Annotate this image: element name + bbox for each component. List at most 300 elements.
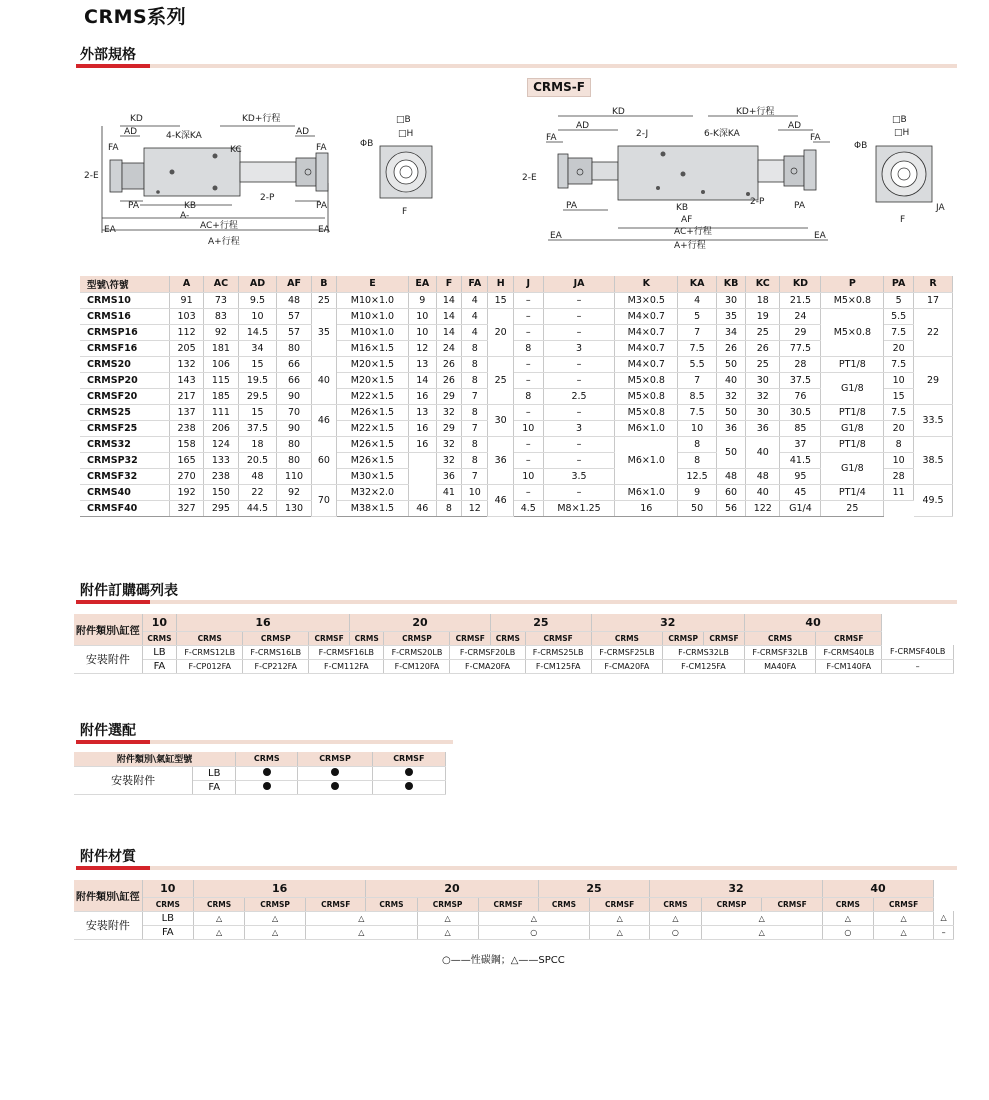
spec-cell: 76 [780,388,821,404]
spec-header-cell: 型號\符號 [80,276,169,292]
spec-cell: 8 [462,340,488,356]
spec-cell: 8 [678,436,717,452]
spec-cell: 29 [436,388,461,404]
spec-cell: 5.5 [678,356,717,372]
spec-cell: 3 [543,340,615,356]
order_table-bore-cell: 16 [177,614,350,631]
spec-cell: M5×0.8 [821,292,884,308]
spec-cell: PT1/8 [821,356,884,372]
spec-cell: 7.5 [884,404,914,420]
spec-cell: 28 [884,468,914,484]
spec-cell: 90 [277,388,311,404]
spec-cell: 15 [238,356,277,372]
spec-cell: 50 [717,356,746,372]
spec-cell: 40 [746,484,780,500]
spec-table [80,276,953,517]
spec-cell: PT1/8 [821,404,884,420]
spec-cell: 2.5 [543,388,615,404]
order_table-value-cell: MA40FA [744,659,815,673]
order_table-model-cell: CRMSF [525,631,591,645]
spec-cell: 37.5 [238,420,277,436]
order_table-value-cell: F-CRMSF20LB [450,645,525,659]
order_table-bore-cell: 25 [491,614,592,631]
material_table-model-cell: CRMSF [590,897,650,911]
material_table-bore-cell: 10 [142,880,193,897]
spec-cell: 238 [204,468,238,484]
spec-cell: 30 [746,372,780,388]
svg-text:PA: PA [566,201,578,211]
spec-cell: 130 [277,500,311,516]
svg-text:2-E: 2-E [522,173,537,183]
spec-cell: 5.5 [884,308,914,324]
spec-cell: 110 [277,468,311,484]
material_table-type-cell: LB [142,911,193,925]
spec-cell: 7.5 [884,324,914,340]
available-dot-icon [405,768,413,776]
order-table [74,614,954,674]
svg-text:2-P: 2-P [750,197,765,207]
spec-cell: 7 [462,468,488,484]
spec-cell: 33.5 [914,404,953,436]
page-title: CRMS系列 [84,6,187,28]
options-availability-cell [236,780,298,794]
options-availability-cell [372,766,445,780]
spec-header-cell: EA [408,276,436,292]
spec-cell: M20×1.5 [337,356,409,372]
order_table-bore-cell: 10 [142,614,177,631]
spec-cell: 106 [204,356,238,372]
spec-cell: 217 [169,388,203,404]
svg-text:□B: □B [892,115,907,125]
spec-row [80,420,953,436]
order_table-value-cell: F-CRMSF40LB [882,645,954,659]
material_table-value-cell: △ [701,911,822,925]
order_table-value-cell: F-CRMS25LB [525,645,591,659]
svg-text:EA: EA [814,231,826,241]
order_table-value-cell: – [882,659,954,673]
spec-cell: 30 [717,292,746,308]
spec-cell: 20 [488,308,513,356]
spec-cell: 122 [746,500,780,516]
spec-cell: 25 [311,292,336,308]
spec-cell: 103 [169,308,203,324]
order_table-value-cell: F-CM120FA [384,659,450,673]
spec-model-cell: CRMSF25 [80,420,169,436]
spec-cell: – [543,308,615,324]
section-material-header [80,846,957,868]
available-dot-icon [405,782,413,790]
spec-cell: 150 [204,484,238,500]
svg-text:A+行程: A+行程 [674,241,706,251]
spec-cell: 270 [169,468,203,484]
spec-row [80,372,953,388]
svg-text:FA: FA [108,143,119,153]
material_table-value-cell: – [934,925,954,939]
spec-table-header [80,276,953,292]
spec-model-cell: CRMS10 [80,292,169,308]
spec-cell: 44.5 [238,500,277,516]
spec-header-cell: F [436,276,461,292]
spec-cell: 4.5 [513,500,543,516]
spec-cell: 41 [436,484,461,500]
spec-cell: – [543,484,615,500]
spec-cell: 16 [408,420,436,436]
material_table-value-cell: △ [245,925,306,939]
spec-cell: 5 [884,292,914,308]
material_table-value-cell: ○ [650,925,701,939]
spec-cell: 25 [746,324,780,340]
spec-cell: 15 [884,388,914,404]
spec-cell: 48 [238,468,277,484]
spec-cell: – [543,324,615,340]
spec-cell: 17 [914,292,953,308]
material_table-model-cell: CRMSF [762,897,822,911]
section-dims-header [80,44,957,66]
svg-text:AF: AF [681,215,693,225]
spec-cell: 10 [462,484,488,500]
svg-text:2-E: 2-E [84,171,99,181]
svg-text:KD+行程: KD+行程 [736,107,775,117]
svg-text:ΦB: ΦB [360,139,374,149]
svg-text:KD: KD [130,114,143,124]
spec-cell: 8 [462,404,488,420]
spec-cell: 9 [678,484,717,500]
spec-cell: 32 [436,452,461,468]
spec-cell: 5 [678,308,717,324]
material_table-value-cell: △ [245,911,306,925]
spec-cell: M26×1.5 [337,452,409,468]
crms-f-label: CRMS-F [527,78,591,97]
material_table-value-cell: △ [590,925,650,939]
spec-cell: 327 [169,500,203,516]
section-options-title: 附件選配 [80,723,136,739]
svg-text:EA: EA [550,231,562,241]
spec-cell: 16 [615,500,678,516]
svg-text:EA: EA [318,225,330,235]
spec-cell: 19.5 [238,372,277,388]
spec-cell: 40 [746,436,780,468]
spec-cell: 7 [678,372,717,388]
spec-cell: 20 [884,340,914,356]
spec-cell: 66 [277,372,311,388]
spec-cell: M4×0.7 [615,340,678,356]
order_table-model-cell: CRMSF [704,631,745,645]
spec-cell: 12.5 [678,468,717,484]
spec-cell: – [543,356,615,372]
spec-cell: 185 [204,388,238,404]
spec-cell: 25 [488,356,513,404]
svg-text:KD: KD [612,107,625,117]
svg-text:ΦB: ΦB [854,141,868,151]
order_table-value-cell: F-CRMS12LB [177,645,243,659]
spec-cell: M6×1.0 [615,484,678,500]
spec-header-cell: B [311,276,336,292]
spec-row [80,436,953,452]
spec-cell: 22 [238,484,277,500]
spec-cell: 124 [204,436,238,452]
svg-text:4-K深KA: 4-K深KA [166,131,202,141]
spec-cell: M4×0.7 [615,324,678,340]
svg-text:F: F [900,215,906,225]
spec-cell: 80 [277,452,311,468]
spec-cell: 40 [311,356,336,404]
material_table-bore-cell: 40 [822,880,934,897]
spec-cell: 3.5 [543,468,615,484]
svg-text:□B: □B [396,115,411,125]
material_table-value-cell: △ [873,925,933,939]
spec-cell: 46 [311,404,336,436]
spec-model-cell: CRMSF16 [80,340,169,356]
options-availability-cell [298,780,372,794]
material_table-model-cell: CRMSF [478,897,538,911]
available-dot-icon [331,768,339,776]
order_table-value-cell: F-CRMSF32LB [744,645,815,659]
spec-cell: 34 [238,340,277,356]
spec-row [80,452,953,468]
order_table-bore-cell: 32 [591,614,744,631]
material_table-model-cell: CRMS [193,897,244,911]
spec-cell: 80 [277,436,311,452]
spec-header-cell: KA [678,276,717,292]
spec-cell: 29 [914,356,953,404]
spec-cell: 11 [884,484,914,500]
spec-cell: – [513,356,543,372]
spec-cell: G1/8 [821,420,884,436]
spec-cell: 36 [717,420,746,436]
options-type-cell: LB [193,766,236,780]
order_table-value-cell: F-CM140FA [816,659,882,673]
section-order-title: 附件訂購碼列表 [80,583,178,599]
svg-text:KC: KC [230,145,242,155]
order_table-model-cell: CRMS [491,631,526,645]
spec-cell: 36 [436,468,461,484]
spec-cell: 83 [204,308,238,324]
spec-cell: 35 [311,308,336,356]
spec-cell: PT1/4 [821,484,884,500]
spec-cell: 16 [408,388,436,404]
spec-cell: 10 [408,324,436,340]
spec-cell: 29 [436,420,461,436]
spec-header-cell: K [615,276,678,292]
spec-header-cell: KB [717,276,746,292]
order_table-model-cell: CRMSF [309,631,350,645]
spec-cell: 49.5 [914,484,953,516]
spec-cell: 26 [436,356,461,372]
svg-text:AD: AD [788,121,802,131]
order_table-model-cell: CRMS [591,631,662,645]
material_table-category-cell: 安裝附件 [74,911,142,939]
svg-text:A+行程: A+行程 [208,237,240,247]
order_table-value-cell: F-CRMSF25LB [591,645,662,659]
spec-cell: 50 [678,500,717,516]
order_table-bore-cell: 40 [744,614,882,631]
options-model-cell: CRMS [236,752,298,766]
spec-cell: 165 [169,452,203,468]
spec-cell: 26 [717,340,746,356]
spec-cell: G1/8 [821,452,884,484]
spec-cell: 4 [462,292,488,308]
material_table-value-cell: △ [934,911,954,925]
spec-cell: 32 [746,388,780,404]
spec-row [80,308,953,324]
options-table [74,752,446,795]
material_table-value-cell: △ [701,925,822,939]
spec-cell: 14 [408,372,436,388]
material_table-value-cell: △ [650,911,701,925]
spec-cell: M5×0.8 [615,404,678,420]
spec-cell: – [513,404,543,420]
spec-cell: 8 [884,436,914,452]
order_table-type-cell: FA [142,659,177,673]
spec-cell: – [543,292,615,308]
spec-cell: 206 [204,420,238,436]
spec-cell: M4×0.7 [615,356,678,372]
spec-cell: 95 [780,468,821,484]
spec-cell: 32 [717,388,746,404]
spec-cell: 25 [821,500,884,516]
order_table-model-cell: CRMSF [816,631,882,645]
options-model-cell: CRMSF [372,752,445,766]
spec-cell: M10×1.0 [337,308,409,324]
spec-model-cell: CRMSF20 [80,388,169,404]
spec-cell: M16×1.5 [337,340,409,356]
spec-cell: 32 [436,436,461,452]
material_table-model-cell: CRMS [650,897,701,911]
spec-cell: 22 [914,308,953,356]
spec-cell: 8 [462,372,488,388]
spec-cell: 7 [462,388,488,404]
spec-model-cell: CRMS32 [80,436,169,452]
svg-text:KB: KB [184,201,197,211]
crms-f-front-drawing [518,102,838,260]
svg-text:AD: AD [576,121,590,131]
spec-model-cell: CRMS40 [80,484,169,500]
order_table-model-cell: CRMS [177,631,243,645]
svg-text:AD: AD [296,127,310,137]
spec-cell: 25 [746,356,780,372]
spec-cell: 111 [204,404,238,420]
material_table-value-cell: ○ [822,925,873,939]
order_table-value-cell: F-CP212FA [243,659,309,673]
spec-cell: 37.5 [780,372,821,388]
material_table-model-cell: CRMSP [701,897,762,911]
material_table-model-cell: CRMS [366,897,417,911]
order_table-model-cell: CRMS [142,631,177,645]
spec-cell: 41.5 [780,452,821,468]
spec-cell: 48 [746,468,780,484]
spec-cell: 9.5 [238,292,277,308]
spec-header-cell: AF [277,276,311,292]
spec-cell: – [513,324,543,340]
spec-cell: 77.5 [780,340,821,356]
spec-model-cell: CRMS20 [80,356,169,372]
svg-text:PA: PA [128,201,140,211]
spec-cell [408,452,436,500]
spec-cell: M10×1.0 [337,292,409,308]
spec-cell: 20 [884,420,914,436]
spec-cell: 133 [204,452,238,468]
crms-side-drawing [356,108,446,218]
material_table-value-cell: △ [417,925,478,939]
svg-text:PA: PA [316,201,328,211]
spec-cell: 45 [780,484,821,500]
spec-cell: 4 [678,292,717,308]
spec-cell: M30×1.5 [337,468,409,484]
spec-cell: 92 [204,324,238,340]
spec-cell: G1/8 [821,372,884,404]
spec-cell: 18 [746,292,780,308]
spec-cell: 238 [169,420,203,436]
options-model-cell: CRMSP [298,752,372,766]
spec-cell: – [543,404,615,420]
svg-text:F: F [402,207,408,217]
spec-cell: 7 [462,420,488,436]
options-availability-cell [298,766,372,780]
spec-cell: PT1/8 [821,436,884,452]
spec-cell: – [543,436,615,452]
spec-cell: 30 [746,404,780,420]
material_table-corner: 附件類別\缸徑 [74,880,142,911]
spec-cell: 7 [678,324,717,340]
order_table-value-cell: F-CM125FA [525,659,591,673]
spec-cell: 21.5 [780,292,821,308]
spec-cell: 38.5 [914,436,953,484]
spec-row [80,404,953,420]
order_table-value-cell: F-CRMS20LB [384,645,450,659]
spec-cell: M38×1.5 [337,500,409,516]
spec-cell: 70 [311,484,336,516]
spec-cell: 10 [238,308,277,324]
spec-cell: – [513,484,543,500]
spec-cell: 46 [408,500,436,516]
spec-model-cell: CRMS16 [80,308,169,324]
material_table-model-cell: CRMSP [417,897,478,911]
spec-model-cell: CRMSF32 [80,468,169,484]
spec-cell: 24 [780,308,821,324]
svg-text:6-K深KA: 6-K深KA [704,129,740,139]
spec-cell: – [513,452,543,468]
spec-cell: 205 [169,340,203,356]
material_table-bore-cell: 25 [538,880,650,897]
spec-cell: 12 [462,500,488,516]
spec-cell: 4 [462,308,488,324]
spec-cell: 7.5 [884,356,914,372]
spec-cell: 91 [169,292,203,308]
spec-cell: 8 [462,452,488,468]
crms-f-side-drawing [852,110,952,230]
material_table-model-cell: CRMSF [306,897,366,911]
spec-model-cell: CRMSP16 [80,324,169,340]
spec-cell: 158 [169,436,203,452]
spec-header-cell: H [488,276,513,292]
spec-cell: M5×0.8 [821,308,884,356]
section-dims-title: 外部規格 [80,47,136,63]
svg-text:□H: □H [398,129,414,139]
available-dot-icon [331,782,339,790]
material_table-value-cell: △ [417,911,478,925]
spec-cell: 35 [717,308,746,324]
spec-header-cell: AD [238,276,277,292]
section-material-title: 附件材質 [80,849,136,865]
material_table-bore-cell: 16 [193,880,365,897]
spec-cell: 10 [408,308,436,324]
order_table-model-cell: CRMS [744,631,815,645]
spec-cell: 24 [436,340,461,356]
spec-cell: M32×2.0 [337,484,409,500]
svg-text:AC+行程: AC+行程 [200,221,238,231]
material_table-model-cell: CRMS [822,897,873,911]
spec-cell: 57 [277,324,311,340]
